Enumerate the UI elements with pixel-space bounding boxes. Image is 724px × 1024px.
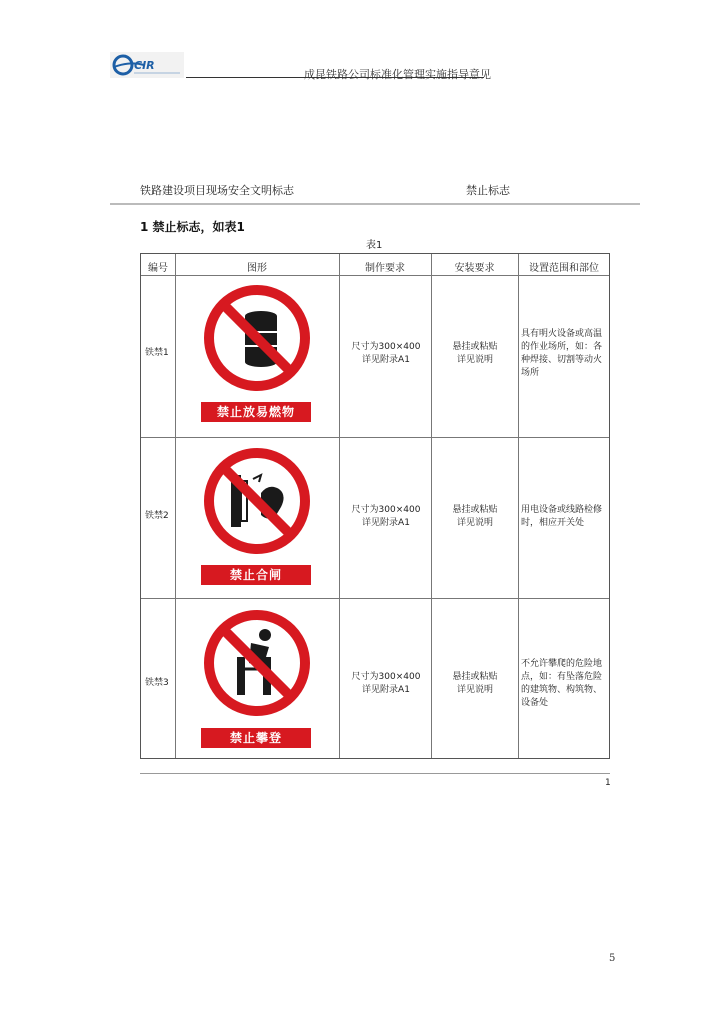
footer-mark: 1 (605, 778, 611, 788)
section-heading: 1 禁止标志，如表1 (140, 220, 245, 234)
page-number: 5 (609, 953, 616, 964)
section-divider (110, 203, 640, 205)
row-2-installation: 悬挂或粘贴 详见说明 (452, 505, 498, 528)
row-2-scope: 用电设备或线路检修时，相应开关处 (521, 505, 603, 528)
prohibition-sign-table (140, 253, 610, 759)
row-3-installation: 悬挂或粘贴 详见说明 (452, 672, 498, 695)
row-3-requirement: 尺寸为300×400 详见附录A1 (351, 672, 421, 695)
no-flammables-icon (201, 282, 313, 394)
document-name: 铁路建设项目现场安全文明标志 (140, 184, 294, 197)
column-header-graphic: 图形 (247, 263, 267, 274)
footer-rule (140, 773, 610, 774)
no-switching-on-icon (201, 445, 313, 557)
table-caption: 表1 (366, 240, 383, 251)
section-label: 禁止标志 (466, 184, 510, 197)
row-2-sign-label: 禁止合闸 (201, 565, 311, 585)
column-divider (339, 254, 340, 758)
column-divider (518, 254, 519, 758)
row-1-requirement: 尺寸为300×400 详见附录A1 (351, 342, 421, 365)
column-header-installation: 安装要求 (454, 263, 495, 274)
row-3-code: 铁禁3 (145, 678, 169, 688)
company-logo (110, 52, 184, 78)
row-1-scope: 具有明火设备或高温的作业场所，如：各种焊接、切割等动火场所 (521, 329, 603, 378)
column-header-requirement: 制作要求 (365, 263, 405, 274)
row-1-sign-label: 禁止放易燃物 (201, 402, 311, 422)
row-divider (141, 275, 609, 276)
row-2-requirement: 尺寸为300×400 详见附录A1 (351, 505, 421, 528)
header-title: 成昆铁路公司标准化管理实施指导意见 (304, 68, 491, 81)
logo-text: CIR (134, 59, 155, 72)
row-1-installation: 悬挂或粘贴 详见说明 (452, 342, 498, 365)
row-3-scope: 不允许攀爬的危险地点，如：有坠落危险的建筑物、构筑物、设备处 (521, 659, 603, 708)
row-3-sign-label: 禁止攀登 (201, 728, 311, 748)
row-divider (141, 598, 609, 599)
no-climbing-icon (201, 607, 313, 719)
row-2-code: 铁禁2 (145, 511, 169, 521)
column-divider (431, 254, 432, 758)
column-header-scope: 设置范围和部位 (529, 263, 599, 274)
column-header-code: 编号 (148, 263, 168, 274)
row-divider (141, 437, 609, 438)
row-1-code: 铁禁1 (145, 348, 169, 358)
